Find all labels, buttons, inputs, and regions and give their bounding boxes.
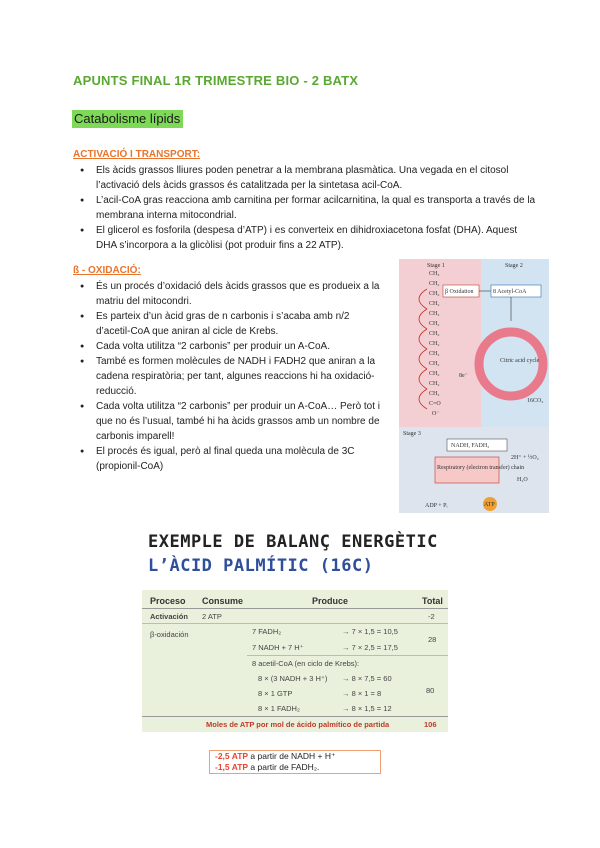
list-item: ● També es formen molècules de NADH i FADH2 que aniran a la cadena respiratòria; per tant, algunes reaccions hi ha oxidació-reducció. <box>78 354 384 399</box>
svg-text:CH₂: CH₂ <box>429 281 440 287</box>
note-fadh-text: a partir de FADH₂. <box>248 762 320 772</box>
citric-cycle-label: Citric acid cycle <box>500 358 540 364</box>
svg-text:O⁻: O⁻ <box>432 411 440 417</box>
beta-oxidation-label: β Oxidation <box>445 289 474 295</box>
svg-text:CH₂: CH₂ <box>429 291 440 297</box>
row-activacion-consume: 2 ATP <box>202 612 222 621</box>
list-item: ● El glicerol es fosforila (despesa d’ATP) i es converteix en dihidroxiacetona fosfat (DHA). Aquest DHA s’incorpora a la glicòlisi (pot produir fins a 22 ATP). <box>78 223 538 253</box>
water-label: H₂O <box>517 477 528 483</box>
list-item: ● Cada volta utilitza “2 carbonis” per produir un A-CoA. <box>78 339 384 354</box>
list-item: ● És un procés d’oxidació dels àcids grassos que es produeix a la matriu del mitocondri. <box>78 279 384 309</box>
svg-text:C=O: C=O <box>429 401 441 407</box>
divider <box>247 655 448 656</box>
activacio-list <box>78 163 538 253</box>
oxidacio-heading: ß - OXIDACIÓ: <box>73 265 141 276</box>
atp-conversion-note <box>209 750 381 774</box>
oxidacio-list <box>78 279 384 474</box>
row-boxid-total: 28 <box>428 635 437 644</box>
header-consume: Consume <box>202 596 244 606</box>
header-total: Total <box>422 596 443 606</box>
stage2-label: Stage 2 <box>505 263 523 269</box>
divider <box>142 716 448 717</box>
krebs-label: 8 acetil-CoA (en ciclo de Krebs): <box>252 659 360 668</box>
list-item: ● Els àcids grassos lliures poden penetrar a la membrana plasmàtica. Una vegada en el citosol l’activació dels àcids grassos és catalitzada per la sintetasa acil-CoA. <box>78 163 538 193</box>
cell: 8 × (3 NADH + 3 H⁺) <box>258 674 328 683</box>
svg-text:CH₂: CH₂ <box>429 341 440 347</box>
header-proceso: Proceso <box>150 596 186 606</box>
activacio-heading: ACTIVACIÓ I TRANSPORT: <box>73 149 201 160</box>
section-heading: Catabolisme lípids <box>72 110 183 128</box>
nadh-label: NADH, FADH₂ <box>451 443 490 449</box>
grand-total: 106 <box>424 720 437 729</box>
list-item: ● Cada volta utilitza “2 carbonis” per produir un A-CoA… Però tot i que no és l’usual, també hi ha àcids grassos amb un nombre de carbonis imparell! <box>78 399 384 444</box>
svg-text:CH₂: CH₂ <box>429 311 440 317</box>
cell: 7 NADH + 7 H⁺ <box>252 643 304 652</box>
stage1-label: Stage 1 <box>427 263 445 269</box>
svg-text:CH₂: CH₂ <box>429 301 440 307</box>
note-nadh-value: -2,5 ATP <box>215 751 249 761</box>
divider <box>142 608 448 609</box>
example-subtitle: L’ÀCID PALMÍTIC (16C) <box>148 556 374 576</box>
svg-text:CH₂: CH₂ <box>429 351 440 357</box>
oxygen-label: 2H⁺ + ½O₂ <box>511 455 539 461</box>
divider <box>142 623 448 624</box>
cell: → 7 × 1,5 = 10,5 <box>342 627 398 636</box>
cell: → 8 × 1,5 = 12 <box>342 704 392 713</box>
row-krebs-total: 80 <box>426 686 435 695</box>
respiratory-chain-label: Respiratory (electron transfer) chain <box>437 465 525 471</box>
acetyl-coa-label: 8 Acetyl-CoA <box>493 289 527 295</box>
example-title: EXEMPLE DE BALANÇ ENERGÈTIC <box>148 532 438 552</box>
header-produce: Produce <box>312 596 349 606</box>
svg-text:CH₂: CH₂ <box>429 361 440 367</box>
cell: → 7 × 2,5 = 17,5 <box>342 643 398 652</box>
note-nadh-text: a partir de NADH + H⁺ <box>248 751 336 761</box>
energy-balance-table <box>142 590 448 732</box>
table-footer: Moles de ATP por mol de ácido palmítico de partida <box>206 720 390 729</box>
cell: 7 FADH₂ <box>252 627 282 636</box>
stage3-label: Stage 3 <box>403 431 421 437</box>
atp-label: ATP <box>484 502 495 508</box>
cell: 8 × 1 GTP <box>258 689 293 698</box>
list-item: ● L’acil-CoA gras reacciona amb carnitina per formar acilcarnitina, la qual es transporta a través de la membrana interna mitocondrial. <box>78 193 538 223</box>
cell: 8 × 1 FADH₂ <box>258 704 300 713</box>
list-item: ● El procés és igual, però al final queda una molècula de 3C (propionil-CoA) <box>78 444 384 474</box>
note-fadh-value: -1,5 ATP <box>215 762 249 772</box>
beta-oxidation-figure <box>399 259 549 513</box>
svg-text:CH₂: CH₂ <box>429 321 440 327</box>
cell: → 8 × 7,5 = 60 <box>342 674 392 683</box>
document-title: APUNTS FINAL 1R TRIMESTRE BIO - 2 BATX <box>73 73 359 88</box>
svg-text:CH₃: CH₃ <box>429 271 440 277</box>
list-item: ● Es parteix d’un àcid gras de n carbonis i s’acaba amb n/2 d’acetil-CoA que aniran al cicle de Krebs. <box>78 309 384 339</box>
svg-text:CH₂: CH₂ <box>429 371 440 377</box>
svg-text:CH₂: CH₂ <box>429 381 440 387</box>
cell: → 8 × 1 = 8 <box>342 689 382 698</box>
row-activacion-total: -2 <box>428 612 435 621</box>
electron-label: 8e⁻ <box>459 373 468 379</box>
svg-text:CH₂: CH₂ <box>429 391 440 397</box>
adp-label: ADP + Pᵢ <box>425 503 448 509</box>
row-boxid-label: β-oxidación <box>150 630 189 639</box>
co2-label: 16CO₂ <box>527 398 544 404</box>
svg-text:CH₂: CH₂ <box>429 331 440 337</box>
row-activacion-label: Activación <box>150 612 188 621</box>
